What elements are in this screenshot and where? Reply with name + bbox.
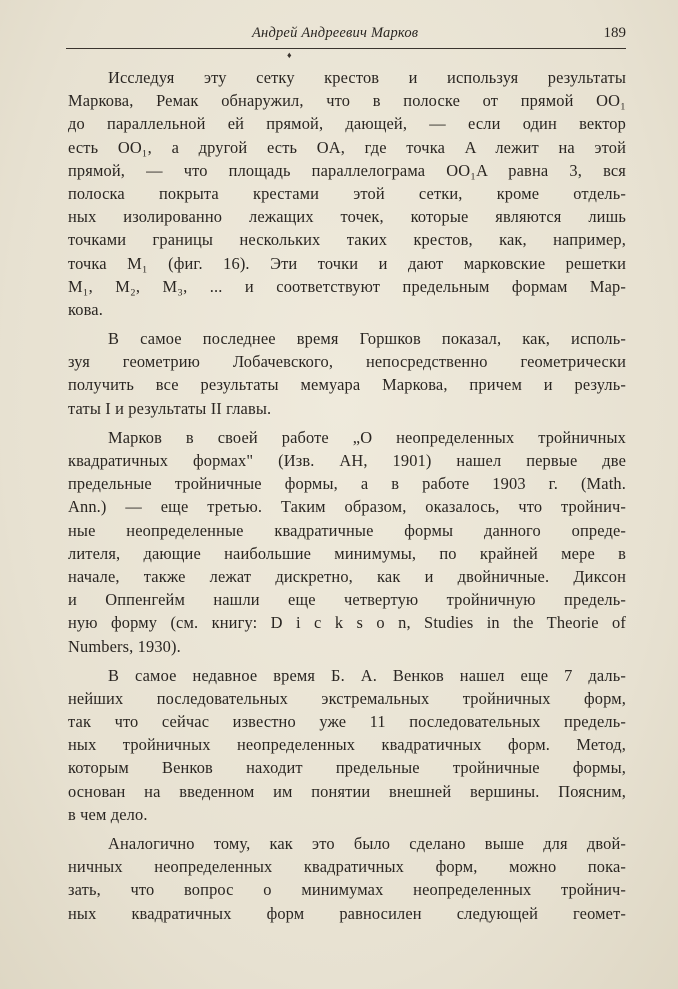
text-line: лителя, дающие наибольшие минимумы, по крайней мере в xyxy=(68,543,626,563)
text-line: таты I и результаты II главы. xyxy=(68,398,272,418)
body-text xyxy=(68,66,626,925)
text-line: ную форму (см. книгу: D i c k s o n, Studies in the Theorie of xyxy=(68,613,626,633)
running-header xyxy=(66,22,626,49)
text-line: прямой, — что площадь параллелограма OO₁A равна 3, вся xyxy=(68,160,626,180)
text-line: В самое недавное время Б. А. Венков нашел еще 7 даль- xyxy=(108,665,626,685)
text-line: зуя геометрию Лобачевского, непосредственно геометрически xyxy=(68,352,626,372)
text-line: Numbers, 1930). xyxy=(68,636,181,656)
text-line: есть OO₁, а другой есть OA, где точка A лежит на этой xyxy=(68,137,626,157)
header-title: Андрей Андреевич Марков xyxy=(252,25,419,41)
text-line: M₁, M₂, M₃, ... и соответствуют предельным формам Мар- xyxy=(68,276,626,296)
text-line: до параллельной ей прямой, дающей, — если один вектор xyxy=(68,114,626,134)
text-line: ничных неопределенных квадратичных форм, можно пока- xyxy=(68,857,626,877)
text-line: точками границы нескольких таких крестов, как, например, xyxy=(68,230,626,250)
text-line: квадратичных формах" (Изв. АН, 1901) нашел первые две xyxy=(68,451,626,470)
text-line: которым Венков находит предельные тройничные формы, xyxy=(68,758,626,778)
text-line: ные неопределенные квадратичные формы данного опреде- xyxy=(68,520,626,540)
text-line: в чем дело. xyxy=(68,804,148,824)
ornament-mark: ♦ xyxy=(287,50,292,60)
text-line: основан на введенном им понятии внешней вершины. Поясним, xyxy=(68,781,626,801)
text-line: Исследуя эту сетку крестов и используя результаты xyxy=(108,68,626,87)
text-line: Маркова, Ремак обнаружил, что в полоске от прямой OO₁ xyxy=(68,91,626,111)
text-line: Аналогично тому, как это было сделано выше для двой- xyxy=(108,834,626,853)
text-line: так что сейчас известно уже 11 последовательных предель- xyxy=(68,712,626,732)
text-line: и Оппенгейм нашли еще четвертую тройничную предель- xyxy=(68,590,626,610)
text-line: ных квадратичных форм равносилен следующей геомет- xyxy=(68,903,626,923)
text-line: предельные тройничные формы, а в работе 1903 г. (Math. xyxy=(68,474,626,494)
text-line: точка M₁ (фиг. 16). Эти точки и дают марковские решетки xyxy=(68,253,626,273)
text-line: ных изолированно лежащих точек, которые являются лишь xyxy=(68,207,626,227)
text-line: зать, что вопрос о минимумах неопределенных тройнич- xyxy=(68,880,626,900)
text-line: нейших последовательных экстремальных тройничных форм, xyxy=(68,688,626,708)
text-line: начале, также лежат дискретно, как и двойничные. Диксон xyxy=(68,566,626,586)
text-line: ных тройничных неопределенных квадратичных форм. Метод, xyxy=(68,735,626,755)
page-number: 189 xyxy=(603,25,626,41)
text-line: кова. xyxy=(68,299,103,319)
text-line: Марков в своей работе „О неопределенных тройничных xyxy=(108,427,626,447)
text-line: Ann.) — еще третью. Таким образом, оказалось, что тройнич- xyxy=(68,497,626,517)
text-line: полоска покрыта крестами этой сетки, кроме отдель- xyxy=(68,183,626,203)
text-line: В самое последнее время Горшков показал, как, исполь- xyxy=(108,329,626,349)
text-line: получить все результаты мемуара Маркова, причем и резуль- xyxy=(68,375,626,395)
